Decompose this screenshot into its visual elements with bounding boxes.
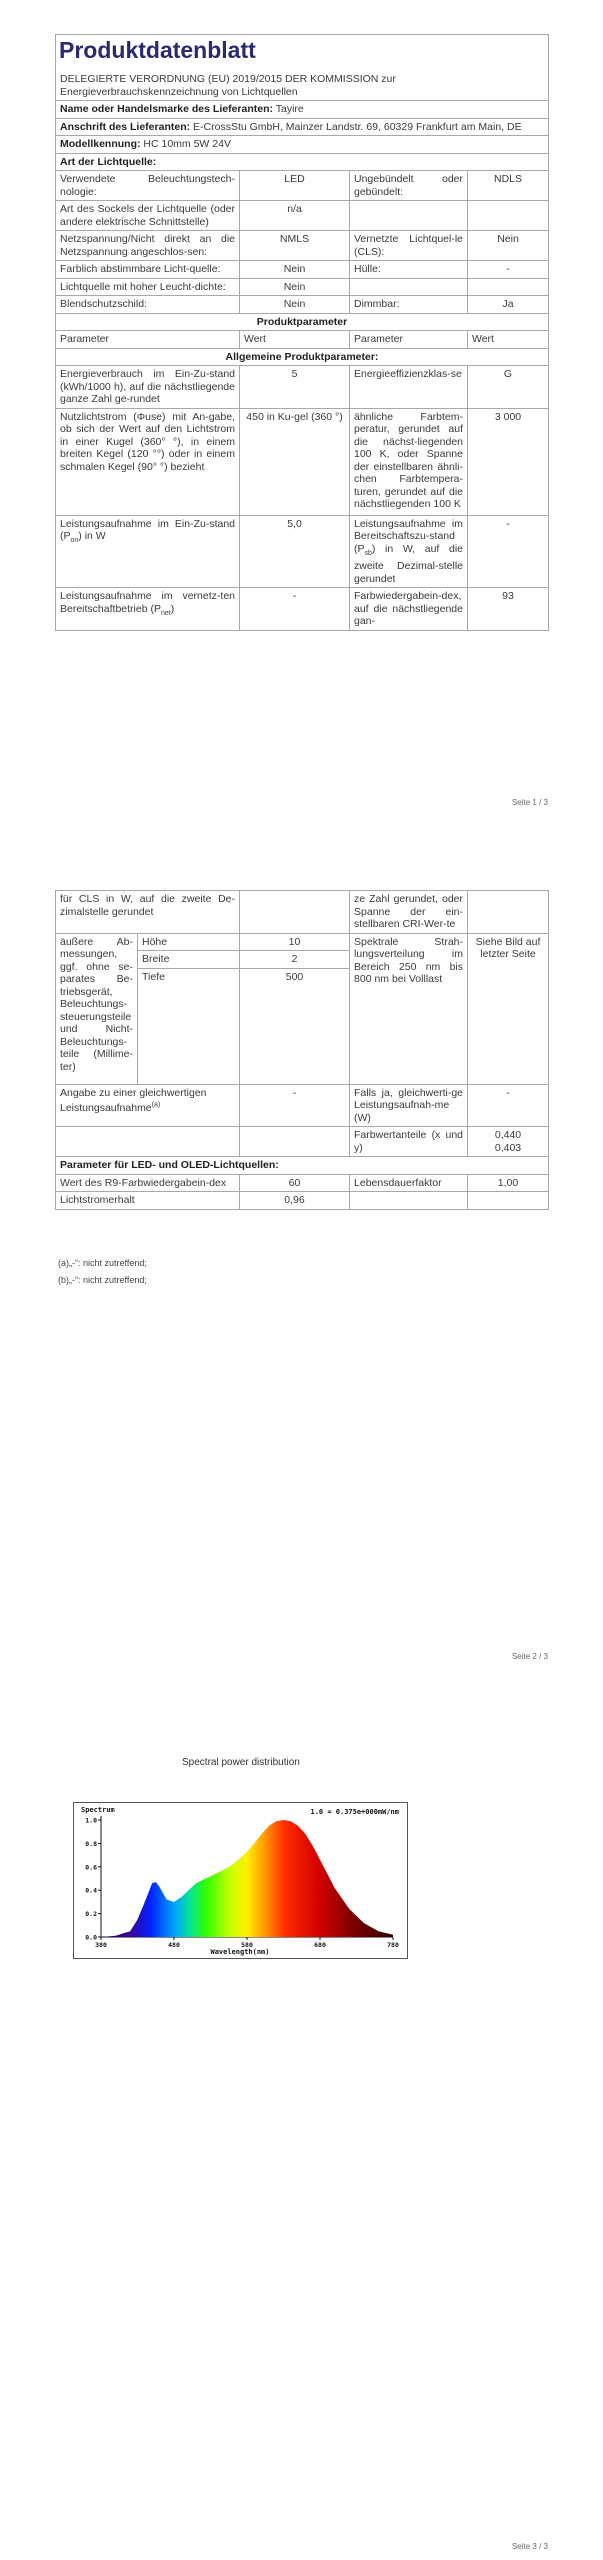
- empty-cell: [468, 1192, 549, 1210]
- param-label: Leistungsaufnahme im Ein-Zu-stand $(P_{on})$ in W: [56, 515, 240, 588]
- supplier-name-value: Tayire: [275, 103, 304, 115]
- lt-label: Vernetzte Lichtquel-le (CLS):: [350, 231, 468, 261]
- page-footer: Seite 3 / 3: [511, 2542, 548, 2551]
- product-params-heading: Produktparameter: [56, 313, 549, 331]
- param-label: Leistungsaufnahme im vernetz-ten Bereitschaftbetrieb $(P_{net})$: [56, 588, 240, 631]
- model-value: HC 10mm 5W 24V: [143, 138, 231, 150]
- col-header-param: Parameter: [56, 331, 240, 349]
- col-header-value: Wert: [240, 331, 350, 349]
- param-value: -: [240, 588, 350, 631]
- col-header-param: Parameter: [350, 331, 468, 349]
- equiv-power-value: -: [240, 1084, 350, 1127]
- chart-title: Spectral power distribution: [182, 1757, 300, 1768]
- lt-label: Dimmbar:: [350, 296, 468, 314]
- lt-value: LED: [240, 171, 350, 201]
- lt-value: Nein: [240, 296, 350, 314]
- supplier-address-label: Anschrift des Lieferanten:: [60, 120, 191, 133]
- param-value: 93: [468, 588, 549, 631]
- supplier-address-value: E-CrossStu GmbH, Mainzer Landstr. 69, 60329 Frankfurt am Main, DE: [193, 120, 522, 133]
- y-tick-label: 0.2: [85, 1910, 97, 1919]
- lt-value: NMLS: [240, 231, 350, 261]
- equiv-power-label: [56, 1084, 240, 1127]
- lt-value: [468, 201, 549, 231]
- footnote-b: (b)„-“: nicht zutreffend;: [58, 1275, 147, 1285]
- empty-cell: [240, 1127, 350, 1157]
- dimension-value: 10: [240, 933, 350, 951]
- lt-label: Farblich abstimmbare Licht-quelle:: [56, 261, 240, 279]
- chromaticity-x: 0,440: [494, 1129, 522, 1141]
- lt-label: Verwendete Beleuchtungstech-nologie:: [56, 171, 240, 201]
- spectral-label: Spektrale Strah-lungsverteilung im Bereich 250 nm bis 800 nm bei Volllast: [350, 933, 468, 1084]
- lt-label: [350, 201, 468, 231]
- col-header-value: Wert: [468, 331, 549, 349]
- led-params-heading: Parameter für LED- und OLED-Lichtquellen:: [56, 1157, 549, 1175]
- lt-value: [468, 278, 549, 296]
- lt-label: [350, 278, 468, 296]
- lt-value: Nein: [468, 231, 549, 261]
- x-tick-label: 780: [387, 1941, 399, 1949]
- footnote-a: (a)„-“: nicht zutreffend;: [58, 1258, 147, 1268]
- lt-value: NDLS: [468, 171, 549, 201]
- param-label: Nutzlichtstrom (Φuse) mit An-gabe, ob sich der Wert auf den Lichtstrom in einer Kugel (360° °), in einem breiten Kegel (120 °°) oder in einem schmalen Kegel (90° °) bezieht: [56, 408, 240, 515]
- document-title: Produktdatenblatt: [59, 37, 256, 63]
- light-type-heading: Art der Lichtquelle:: [56, 153, 549, 171]
- dimension-value: 500: [240, 968, 350, 1084]
- chromaticity-value: [468, 1127, 549, 1157]
- general-params-heading: Allgemeine Produktparameter:: [56, 348, 549, 366]
- param-value: [468, 891, 549, 934]
- supplier-name-label: Name oder Handelsmarke des Lieferanten:: [60, 103, 273, 115]
- page-footer: Seite 1 / 3: [511, 798, 548, 807]
- param-label: Farbwiedergabein-dex, auf die nächstliegende gan-: [350, 588, 468, 631]
- lt-value: -: [468, 261, 549, 279]
- lt-label: Lichtquelle mit hoher Leucht-dichte:: [56, 278, 240, 296]
- x-tick-label: 480: [168, 1941, 180, 1949]
- param-value: [240, 891, 350, 934]
- y-tick-label: 1.0: [85, 1816, 97, 1825]
- lt-label: Netzspannung/Nicht direkt an die Netzspannung angeschlos-sen:: [56, 231, 240, 261]
- model-row: [56, 136, 549, 154]
- lumen-maintenance-value: 0,96: [240, 1192, 350, 1210]
- lumen-maintenance-label: Lichtstromerhalt: [56, 1192, 240, 1210]
- chart-ylabel: Spectrum: [81, 1806, 115, 1814]
- lt-label: Blendschutzschild:: [56, 296, 240, 314]
- r9-value: 60: [240, 1174, 350, 1192]
- lt-value: n/a: [240, 201, 350, 231]
- param-label: für CLS in W, auf die zweite De-zimalstelle gerundet: [56, 891, 240, 934]
- lt-value: Nein: [240, 278, 350, 296]
- equiv-power-text: Angabe zu einer gleichwertigen Leistungsaufnahme$^{(a)}$: [60, 1086, 207, 1114]
- chart-xlabel: Wavelength(nm): [210, 1948, 270, 1956]
- y-tick-label: 0.6: [85, 1863, 97, 1872]
- equiv-power-r-label: Falls ja, gleichwerti-ge Leistungsaufnah-me (W): [350, 1084, 468, 1127]
- equiv-power-r-value: -: [468, 1084, 549, 1127]
- param-value: G: [468, 366, 549, 409]
- page-2: [0, 890, 603, 1690]
- param-label: Energieeffizienzklas-se: [350, 366, 468, 409]
- spectral-value: Siehe Bild auf letzter Seite: [468, 933, 549, 1084]
- empty-cell: [56, 1127, 240, 1157]
- x-tick-label: 680: [314, 1941, 326, 1949]
- y-tick-label: 0.8: [85, 1839, 97, 1848]
- y-tick-label: 0.0: [85, 1933, 97, 1942]
- lt-value: Nein: [240, 261, 350, 279]
- x-tick-label: 380: [95, 1941, 107, 1949]
- lifetime-value: 1,00: [468, 1174, 549, 1192]
- param-value: 5: [240, 366, 350, 409]
- lt-value: Ja: [468, 296, 549, 314]
- datasheet-table-page-1: [55, 34, 549, 631]
- lt-label: Art des Sockels der Lichtquelle (oder andere elektrische Schnittstelle): [56, 201, 240, 231]
- param-label: Energieverbrauch im Ein-Zu-stand (kWh/1000 h), auf die nächstliegende ganze Zahl ge-rundet: [56, 366, 240, 409]
- lt-label: Ungebündelt oder gebündelt:: [350, 171, 468, 201]
- lifetime-label: Lebensdauerfaktor: [350, 1174, 468, 1192]
- chart-annotation: 1.0 = 0.375e+000mW/nm: [310, 1808, 399, 1816]
- dimension-value: 2: [240, 951, 350, 969]
- r9-label: Wert des R9-Farbwiedergabein-dex: [56, 1174, 240, 1192]
- param-value: -: [468, 515, 549, 588]
- empty-cell: [350, 1192, 468, 1210]
- param-label: Leistungsaufnahme im Bereitschaftszu-stand $(P_{sb})$ in W, auf die zweite Dezimal-stelle gerundet: [350, 515, 468, 588]
- y-tick-label: 0.4: [85, 1886, 97, 1895]
- param-label: ähnliche Farbtem-peratur, gerundet auf die nächst-liegenden 100 K, oder Spanne der einstellbaren ähnli-chen Farbtempera-turen, gerundet auf die nächstliegenden 100 K: [350, 408, 468, 515]
- param-label: ze Zahl gerundet, oder Spanne der ein-stellbaren CRI-Wer-te: [350, 891, 468, 934]
- supplier-name-row: [56, 101, 549, 119]
- chromaticity-y: 0,403: [494, 1141, 522, 1154]
- lt-label: Hülle:: [350, 261, 468, 279]
- page-footer: Seite 2 / 3: [511, 1652, 548, 1661]
- title-cell: [56, 35, 549, 72]
- supplier-address-row: [56, 118, 549, 136]
- param-value: 3 000: [468, 408, 549, 515]
- dimension-name: Breite: [138, 951, 240, 969]
- spectral-power-chart: [73, 1802, 408, 1959]
- dimension-name: Höhe: [138, 933, 240, 951]
- model-label: Modellkennung:: [60, 138, 141, 150]
- param-value: 5,0: [240, 515, 350, 588]
- dimensions-label: äußere Ab-messungen, ggf. ohne se-parates Be-triebsgerät, Beleuchtungs-steuerungsteile und Nicht-Beleuchtungs-teile (Millime-ter): [56, 933, 138, 1084]
- chromaticity-label: Farbwertanteile (x und y): [350, 1127, 468, 1157]
- datasheet-table-page-2: [55, 890, 549, 1210]
- x-tick-label: 580: [241, 1941, 253, 1949]
- dimension-name: Tiefe: [138, 968, 240, 1084]
- page-1: [0, 0, 603, 830]
- regulation-text: DELEGIERTE VERORDNUNG (EU) 2019/2015 DER KOMMISSION zur Energieverbrauchskennzeichnung von Lichtquellen: [56, 71, 549, 101]
- param-value: 450 in Ku-gel (360 °): [240, 408, 350, 515]
